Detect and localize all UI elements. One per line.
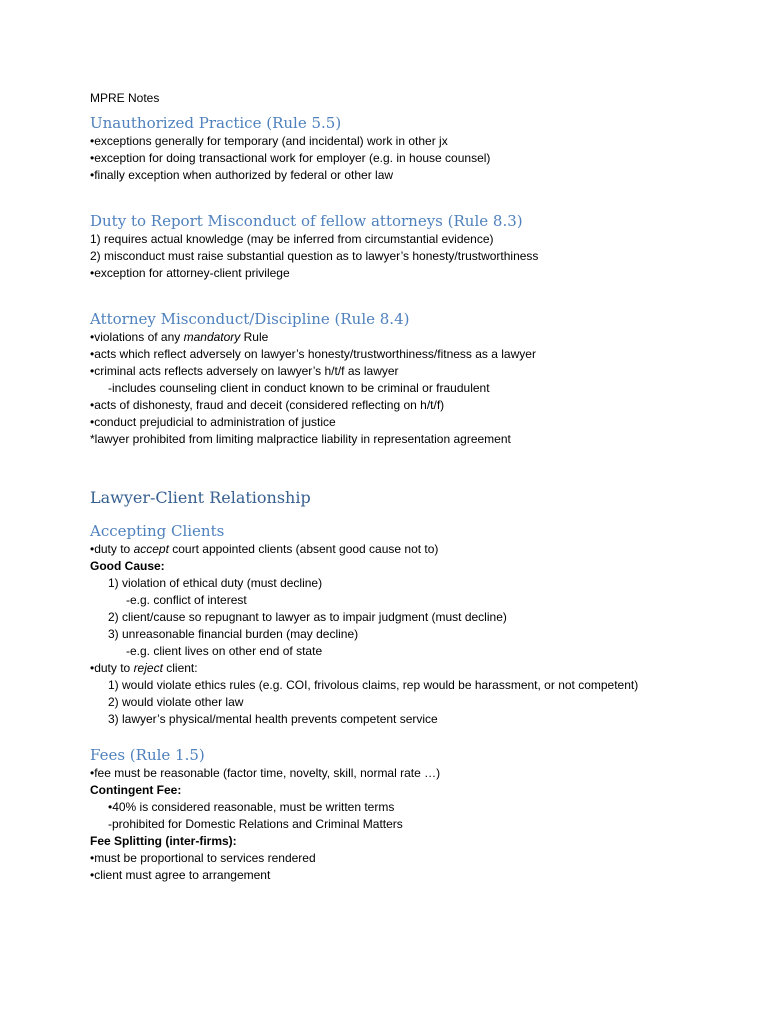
document-page xyxy=(90,90,750,884)
heading-fees: Fees (Rule 1.5) xyxy=(90,746,205,764)
document-title: MPRE Notes xyxy=(90,91,160,105)
list-item: -prohibited for Domestic Relations and Criminal Matters xyxy=(108,817,403,831)
list-item: •exceptions generally for temporary (and incidental) work in other jx xyxy=(90,134,448,148)
list-item: •violations of any mandatory Rule xyxy=(90,330,269,344)
list-item: -e.g. conflict of interest xyxy=(126,593,247,607)
list-item: 3) unreasonable financial burden (may decline) xyxy=(108,627,359,641)
heading-attorney-misconduct: Attorney Misconduct/Discipline (Rule 8.4) xyxy=(90,310,410,328)
heading-unauthorized-practice: Unauthorized Practice (Rule 5.5) xyxy=(90,114,342,132)
list-item: •acts which reflect adversely on lawyer’s honesty/trustworthiness/fitness as a lawyer xyxy=(90,347,536,361)
list-item: •40% is considered reasonable, must be written terms xyxy=(108,800,395,814)
list-item: •fee must be reasonable (factor time, novelty, skill, normal rate …) xyxy=(90,766,441,780)
list-item: -e.g. client lives on other end of state xyxy=(126,644,323,658)
list-item: •duty to accept court appointed clients (absent good cause not to) xyxy=(90,542,439,556)
list-item: •finally exception when authorized by federal or other law xyxy=(90,168,394,182)
heading-accepting-clients: Accepting Clients xyxy=(90,522,225,540)
heading-duty-to-report: Duty to Report Misconduct of fellow attorneys (Rule 8.3) xyxy=(90,212,523,230)
list-item: •client must agree to arrangement xyxy=(90,868,271,882)
good-cause-label: Good Cause: xyxy=(90,559,165,573)
list-item: 2) misconduct must raise substantial question as to lawyer’s honesty/trustworthiness xyxy=(90,249,539,263)
list-item: •duty to reject client: xyxy=(90,661,198,675)
list-item: •must be proportional to services rendered xyxy=(90,851,316,865)
fee-splitting-label: Fee Splitting (inter-firms): xyxy=(90,834,237,848)
list-item: 1) would violate ethics rules (e.g. COI, frivolous claims, rep would be harassment, or not competent) xyxy=(108,678,639,692)
heading-lawyer-client-relationship: Lawyer-Client Relationship xyxy=(90,488,311,507)
list-item: •exception for doing transactional work for employer (e.g. in house counsel) xyxy=(90,151,491,165)
list-item: *lawyer prohibited from limiting malpractice liability in representation agreement xyxy=(90,432,511,446)
contingent-fee-label: Contingent Fee: xyxy=(90,783,182,797)
list-item: •conduct prejudicial to administration of justice xyxy=(90,415,336,429)
list-item: 3) lawyer’s physical/mental health prevents competent service xyxy=(108,712,438,726)
list-item: •exception for attorney-client privilege xyxy=(90,266,290,280)
list-item: 1) violation of ethical duty (must decline) xyxy=(108,576,323,590)
list-item: 2) would violate other law xyxy=(108,695,244,709)
list-item: 2) client/cause so repugnant to lawyer as to impair judgment (must decline) xyxy=(108,610,507,624)
list-item: •criminal acts reflects adversely on lawyer’s h/t/f as lawyer xyxy=(90,364,399,378)
list-item: •acts of dishonesty, fraud and deceit (considered reflecting on h/t/f) xyxy=(90,398,445,412)
list-item: -includes counseling client in conduct known to be criminal or fraudulent xyxy=(108,381,490,395)
list-item: 1) requires actual knowledge (may be inferred from circumstantial evidence) xyxy=(90,232,494,246)
